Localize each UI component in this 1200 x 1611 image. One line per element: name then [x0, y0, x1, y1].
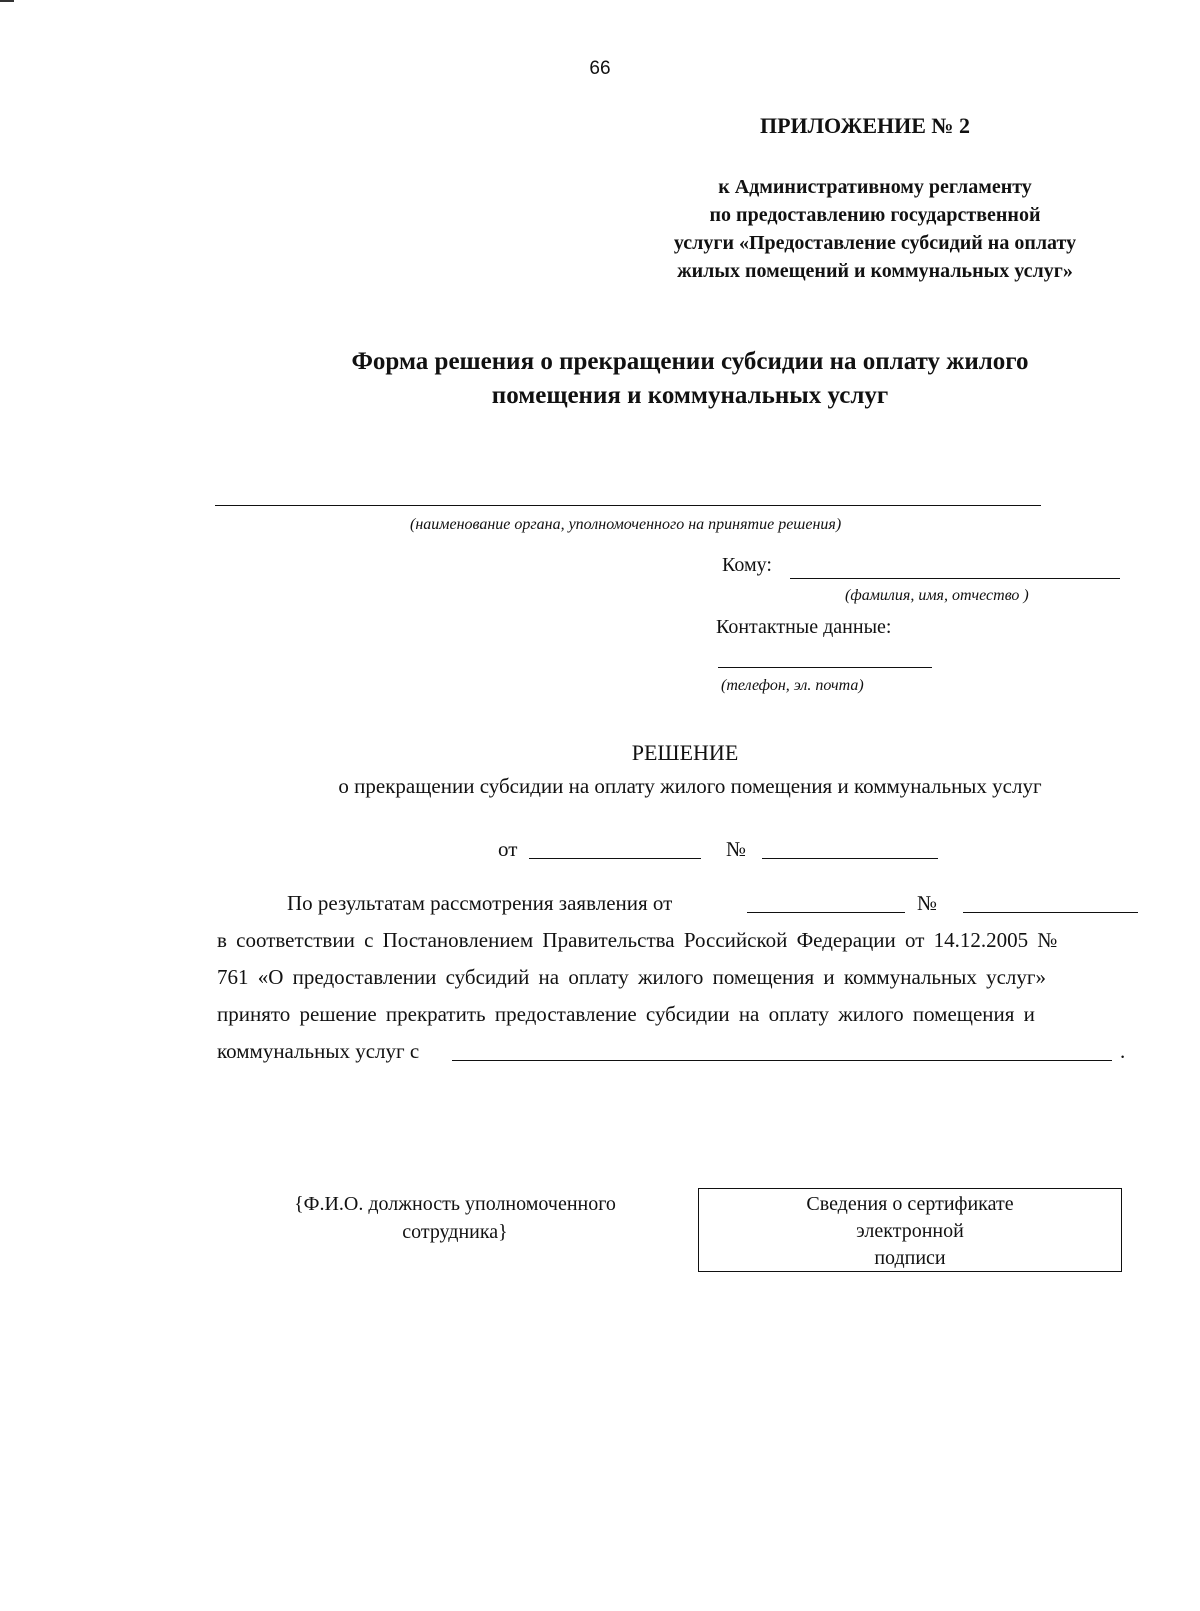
recipient-label: Кому: [722, 554, 772, 576]
appendix-ref-line: к Административному регламенту [718, 176, 1032, 198]
decision-subtitle: о прекращении субсидии на оплату жилого помещения и коммунальных услуг [338, 774, 1042, 798]
body-line-5-text: коммунальных услуг с [217, 1039, 420, 1063]
contacts-label: Контактные данные: [716, 616, 892, 638]
official-line: {Ф.И.О. должность уполномоченного [294, 1193, 616, 1215]
decision-title: РЕШЕНИЕ [631, 740, 739, 765]
application-number-blank[interactable] [963, 912, 1138, 913]
certificate-line: электронной [856, 1220, 964, 1242]
recipient-caption: (фамилия, имя, отчество ) [845, 587, 1029, 604]
appendix-ref-line: жилых помещений и коммунальных услуг» [677, 260, 1073, 282]
decision-number-label: № [726, 837, 747, 861]
appendix-ref-line: услуги «Предоставление субсидий на оплату [673, 232, 1077, 254]
decision-date-blank[interactable] [529, 858, 701, 859]
form-title-line: Форма решения о прекращении субсидии на оплату жилого [351, 348, 1029, 375]
authority-caption: (наименование органа, уполномоченного на принятие решения) [410, 516, 842, 533]
body-line-3: 761 «О предоставлении субсидий на оплату жилого помещения и коммунальных услуг» [217, 965, 1047, 989]
appendix-title: ПРИЛОЖЕНИЕ № 2 [759, 113, 971, 138]
certificate-box [698, 1188, 1122, 1272]
decision-number-blank[interactable] [762, 858, 938, 859]
decision-date-label: от [498, 837, 518, 861]
authority-name-blank[interactable] [215, 505, 1041, 506]
recipient-name-blank[interactable] [790, 578, 1120, 579]
body-line-2: в соответствии с Постановлением Правительства Российской Федерации от 14.12.2005 № [217, 928, 1058, 952]
body-line-1-text: По результатам рассмотрения заявления от [287, 891, 673, 915]
body-line-1-number-label: № [917, 891, 938, 915]
application-date-blank[interactable] [747, 912, 905, 913]
official-signature-block [240, 1190, 670, 1246]
appendix-reference [620, 173, 1130, 285]
contacts-blank[interactable] [718, 667, 932, 668]
certificate-line: подписи [874, 1247, 946, 1269]
contacts-caption: (телефон, эл. почта) [721, 677, 864, 694]
scan-corner-mark [0, 0, 14, 2]
page-number: 66 [589, 58, 611, 79]
body-line-4: принято решение прекратить предоставление субсидии на оплату жилого помещения и [217, 1002, 1035, 1026]
body-line-5-end: . [1120, 1039, 1126, 1063]
appendix-ref-line: по предоставлению государственной [709, 204, 1041, 226]
form-title-line: помещения и коммунальных услуг [491, 382, 889, 409]
form-title [270, 345, 1110, 413]
termination-date-blank[interactable] [452, 1060, 1112, 1061]
official-line: сотрудника} [402, 1221, 508, 1243]
certificate-line: Сведения о сертификате [806, 1193, 1014, 1215]
